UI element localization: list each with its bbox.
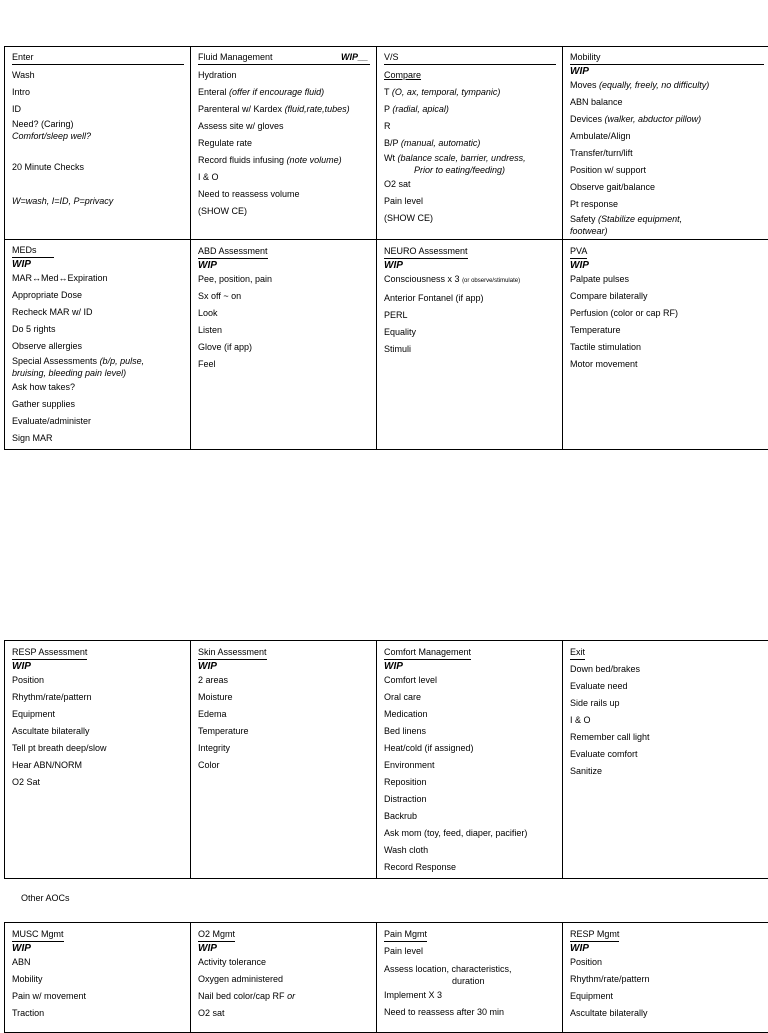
list-item: Wash (12, 67, 184, 84)
list-item: Medication (384, 706, 556, 723)
care-checklist-table-3 (4, 922, 768, 1033)
fluid-management-cell (191, 47, 377, 240)
pva-header: PVA (570, 244, 587, 259)
exit-cell (563, 641, 768, 879)
wip-label: WIP (384, 260, 556, 271)
skin-assessment-cell (191, 641, 377, 879)
resp-assessment-header: RESP Assessment (12, 645, 87, 660)
list-item: Sanitize (570, 763, 764, 780)
list-item: Hydration (198, 67, 370, 84)
list-item: Safety (570, 214, 596, 224)
legend-text: W=wash, I=ID, P=privacy (12, 196, 113, 206)
list-item: I & O (570, 712, 764, 729)
list-note: (balance scale, barrier, undress, (398, 153, 526, 163)
list-item: Consciousness x 3 (384, 274, 460, 284)
enter-cell (5, 47, 191, 240)
list-item: Integrity (198, 740, 370, 757)
resp-assessment-cell (5, 641, 191, 879)
list-item: O2 sat (384, 176, 556, 193)
list-note: footwear) (570, 226, 608, 236)
wip-label: WIP (12, 661, 184, 672)
list-item: ABN balance (570, 94, 764, 111)
list-item: 20 Minute Checks (12, 159, 184, 176)
pva-cell (563, 240, 768, 450)
o2-mgmt-cell (191, 923, 377, 1033)
list-item: Gather supplies (12, 396, 184, 413)
list-item: Transfer/turn/lift (570, 145, 764, 162)
resp-mgmt-header: RESP Mgmt (570, 927, 619, 942)
vital-signs-cell (377, 47, 563, 240)
list-item: Need to reassess volume (198, 186, 370, 203)
list-item: Equipment (570, 988, 764, 1005)
list-item: Palpate pulses (570, 271, 764, 288)
wip-label: WIP (570, 943, 764, 954)
list-note: or (287, 991, 295, 1001)
vs-header: V/S (384, 50, 556, 65)
list-item: Mobility (12, 971, 184, 988)
meds-header: MEDs (12, 243, 184, 257)
list-item: Compare bilaterally (570, 288, 764, 305)
list-item: Enteral (198, 87, 227, 97)
list-item: ID (12, 101, 184, 118)
musc-mgmt-cell (5, 923, 191, 1033)
list-note: (walker, abductor pillow) (605, 114, 702, 124)
list-item: Pt response (570, 196, 764, 213)
mobility-cell (563, 47, 768, 240)
list-item: Rhythm/rate/pattern (570, 971, 764, 988)
meds-cell (5, 240, 191, 450)
list-item: Comfort level (384, 672, 556, 689)
abd-assessment-cell (191, 240, 377, 450)
list-item: ABN (12, 954, 184, 971)
list-item: Tactile stimulation (570, 339, 764, 356)
list-item: Backrub (384, 808, 556, 825)
list-item: Feel (198, 356, 370, 373)
list-item: Need to reassess after 30 min (384, 1004, 556, 1021)
list-item: Equality (384, 324, 556, 341)
list-item: Special Assessments (12, 356, 97, 366)
list-note: (or observe/stimulate) (462, 278, 520, 284)
list-item: Reposition (384, 774, 556, 791)
mobility-header: Mobility (570, 50, 764, 64)
list-item: Traction (12, 1005, 184, 1022)
list-item: duration (384, 975, 556, 987)
list-item: Position w/ support (570, 162, 764, 179)
compare-subheader: Compare (384, 70, 421, 80)
list-item: Ask mom (toy, feed, diaper, pacifier) (384, 825, 556, 842)
wip-label: WIP (12, 257, 54, 270)
table-row (5, 923, 768, 1033)
list-item: Color (198, 757, 370, 774)
wip-label: WIP (198, 943, 370, 954)
list-item: Equipment (12, 706, 184, 723)
musc-mgmt-header: MUSC Mgmt (12, 927, 64, 942)
list-item: Parenteral w/ Kardex (198, 104, 282, 114)
list-item: Implement X 3 (384, 987, 556, 1004)
list-item: Record Response (384, 859, 556, 876)
list-item: Wash cloth (384, 842, 556, 859)
neuro-header: NEURO Assessment (384, 244, 468, 259)
list-item: Tell pt breath deep/slow (12, 740, 184, 757)
list-item: Glove (if app) (198, 339, 370, 356)
list-note: (radial, apical) (392, 104, 449, 114)
wip-label: WIP (198, 260, 370, 271)
list-item: 2 areas (198, 672, 370, 689)
list-item: Oxygen administered (198, 971, 370, 988)
list-note: (manual, automatic) (401, 138, 481, 148)
list-item: MAR↔Med↔Expiration (12, 270, 184, 287)
list-item: Perfusion (color or cap RF) (570, 305, 764, 322)
list-item: Pain w/ movement (12, 988, 184, 1005)
o2-mgmt-header: O2 Mgmt (198, 927, 235, 942)
table-row (5, 47, 768, 240)
list-item: Pain level (384, 943, 556, 960)
list-item: (SHOW CE) (384, 210, 556, 227)
list-item: O2 Sat (12, 774, 184, 791)
list-item: Environment (384, 757, 556, 774)
list-item: Moisture (198, 689, 370, 706)
skin-assessment-header: Skin Assessment (198, 645, 267, 660)
list-note: Prior to eating/feeding) (414, 165, 505, 175)
list-item: Wt (384, 153, 395, 163)
list-item: Evaluate/administer (12, 413, 184, 430)
list-item: R (384, 118, 556, 135)
list-item: Stimuli (384, 341, 556, 358)
list-item: Position (570, 954, 764, 971)
list-item: Moves (570, 80, 597, 90)
list-item: Record fluids infusing (198, 155, 284, 165)
other-aocs-label: Other AOCs (21, 893, 70, 903)
wip-label: WIP (384, 661, 556, 672)
neuro-assessment-cell (377, 240, 563, 450)
list-item: Nail bed color/cap RF (198, 991, 285, 1001)
list-item: Pee, position, pain (198, 271, 370, 288)
list-item: Pain level (384, 193, 556, 210)
list-item: Evaluate comfort (570, 746, 764, 763)
list-item: Comfort/sleep well? (12, 131, 91, 141)
list-item: Position (12, 672, 184, 689)
list-item: Temperature (198, 723, 370, 740)
list-item: Do 5 rights (12, 321, 184, 338)
list-item: Ascultate bilaterally (12, 723, 184, 740)
wip-label: WIP (570, 260, 764, 271)
care-checklist-table-2 (4, 640, 768, 879)
list-note: (b/p, pulse, (100, 356, 145, 366)
list-item: Recheck MAR w/ ID (12, 304, 184, 321)
list-item: Need? (Caring) (12, 118, 184, 130)
list-item: Ambulate/Align (570, 128, 764, 145)
list-item: Rhythm/rate/pattern (12, 689, 184, 706)
list-item: Assess site w/ gloves (198, 118, 370, 135)
table-row (5, 240, 768, 450)
list-item: T (384, 87, 389, 97)
list-item: Down bed/brakes (570, 661, 764, 678)
list-item: PERL (384, 307, 556, 324)
list-item: Intro (12, 84, 184, 101)
list-item: Ask how takes? (12, 379, 184, 396)
wip-label: WIP (570, 64, 764, 77)
exit-header: Exit (570, 645, 585, 660)
list-note: (note volume) (287, 155, 342, 165)
list-item: Motor movement (570, 356, 764, 373)
list-item: P (384, 104, 390, 114)
list-item: Look (198, 305, 370, 322)
list-item: Edema (198, 706, 370, 723)
list-item: Bed linens (384, 723, 556, 740)
list-item: Sign MAR (12, 430, 184, 447)
abd-header: ABD Assessment (198, 244, 268, 259)
pain-mgmt-cell (377, 923, 563, 1033)
list-note: (equally, freely, no difficulty) (599, 80, 709, 90)
list-item: Oral care (384, 689, 556, 706)
resp-mgmt-cell (563, 923, 768, 1033)
list-note: (fluid,rate,tubes) (285, 104, 350, 114)
list-item: Activity tolerance (198, 954, 370, 971)
list-item: Evaluate need (570, 678, 764, 695)
wip-label: WIP (198, 661, 370, 672)
list-item: Temperature (570, 322, 764, 339)
comfort-management-header: Comfort Management (384, 645, 471, 660)
list-item: Remember call light (570, 729, 764, 746)
list-item: Heat/cold (if assigned) (384, 740, 556, 757)
list-item: (SHOW CE) (198, 203, 370, 220)
list-item: Side rails up (570, 695, 764, 712)
wip-label: WIP (12, 943, 184, 954)
list-item: Appropriate Dose (12, 287, 184, 304)
list-item: Hear ABN/NORM (12, 757, 184, 774)
list-item: Distraction (384, 791, 556, 808)
pain-mgmt-header: Pain Mgmt (384, 927, 427, 942)
list-item: I & O (198, 169, 370, 186)
list-item: Assess location, characteristics, (384, 963, 556, 975)
list-note: (O, ax, temporal, tympanic) (392, 87, 501, 97)
list-item: Sx off ~ on (198, 288, 370, 305)
list-item: Ascultate bilaterally (570, 1005, 764, 1022)
list-note: (Stabilize equipment, (598, 214, 682, 224)
enter-header: Enter (12, 50, 184, 65)
wip-label: WIP__ (341, 51, 370, 64)
comfort-management-cell (377, 641, 563, 879)
list-note: (offer if encourage fluid) (229, 87, 324, 97)
list-note: bruising, bleeding pain level) (12, 368, 126, 378)
fluid-management-header: Fluid Management (198, 52, 273, 62)
list-item: B/P (384, 138, 398, 148)
care-checklist-table-1 (4, 46, 768, 450)
list-item: Listen (198, 322, 370, 339)
table-row (5, 641, 768, 879)
list-item: Regulate rate (198, 135, 370, 152)
list-item: Devices (570, 114, 602, 124)
list-item: Observe gait/balance (570, 179, 764, 196)
list-item: Observe allergies (12, 338, 184, 355)
list-item: O2 sat (198, 1005, 370, 1022)
list-item: Anterior Fontanel (if app) (384, 290, 556, 307)
